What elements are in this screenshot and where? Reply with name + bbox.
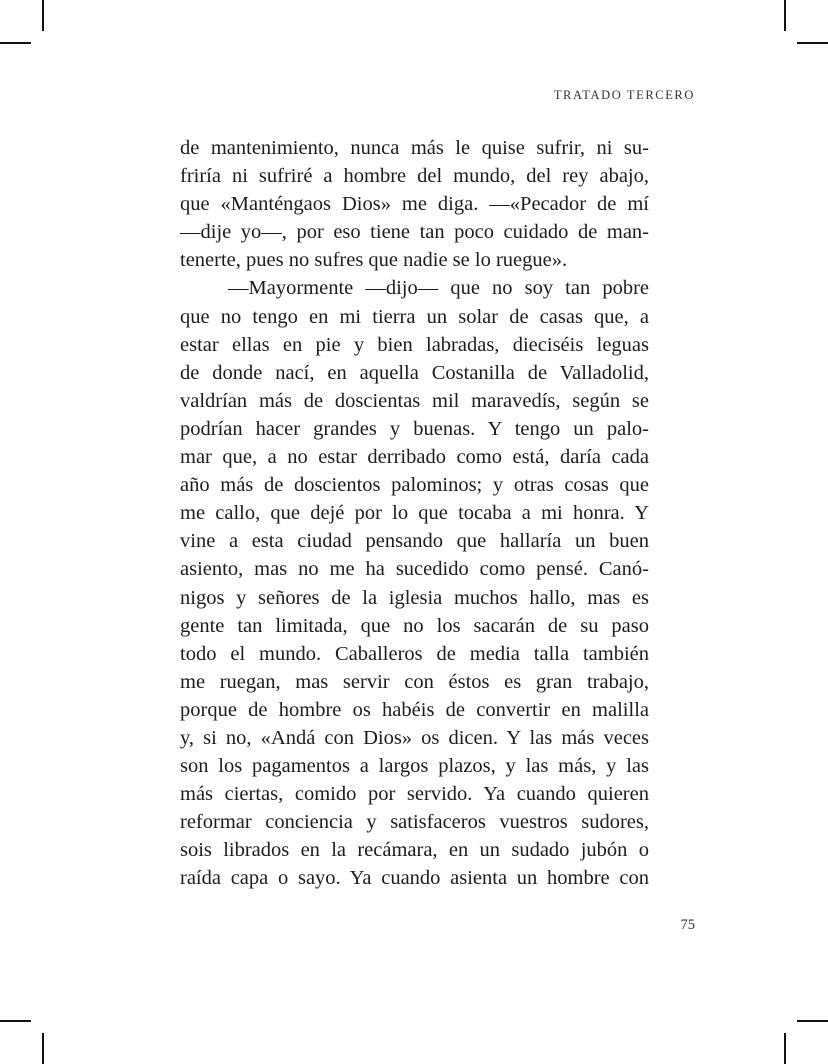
text-line: año más de doscientos palominos; y otras cosas que — [180, 474, 649, 497]
text-line: todo el mundo. Caballeros de media talla también — [180, 642, 649, 665]
text-line: porque de hombre os habéis de convertir en malilla — [180, 698, 649, 721]
text-line: friría ni sufriré a hombre del mundo, del rey abajo, — [180, 165, 649, 188]
crop-mark-top-right-vertical — [784, 0, 786, 31]
crop-mark-bottom-left-vertical — [42, 1033, 44, 1064]
crop-mark-bottom-right-vertical — [784, 1033, 786, 1064]
text-line: gente tan limitada, que no los sacarán de su paso — [180, 614, 649, 637]
text-line: tenerte, pues no sufres que nadie se lo ruegue». — [180, 249, 568, 272]
crop-mark-top-right-horizontal — [797, 42, 828, 44]
text-line: podrían hacer grandes y buenas. Y tengo un palo- — [180, 417, 649, 440]
text-line: nigos y señores de la iglesia muchos hallo, mas es — [180, 586, 649, 609]
text-line: más ciertas, comido por servido. Ya cuando quieren — [180, 783, 649, 806]
text-line: —dije yo—, por eso tiene tan poco cuidado de man- — [180, 221, 649, 244]
paragraph-1 — [180, 134, 649, 274]
paragraph-2 — [180, 274, 649, 892]
text-line: me callo, que dejé por lo que tocaba a mi honra. Y — [180, 502, 649, 525]
text-line: son los pagamentos a largos plazos, y las más, y las — [180, 755, 649, 778]
text-line: sois librados en la recámara, en un sudado jubón o — [180, 839, 649, 862]
text-line: que no tengo en mi tierra un solar de casas que, a — [180, 305, 649, 328]
text-line: de mantenimiento, nunca más le quise sufrir, ni su- — [180, 137, 649, 159]
text-line: estar ellas en pie y bien labradas, dieciséis leguas — [180, 333, 649, 356]
text-line: que «Manténgaos Dios» me diga. —«Pecador de mí — [180, 193, 649, 216]
crop-mark-top-left-vertical — [42, 0, 44, 31]
text-line: valdrían más de doscientas mil maravedís, según se — [180, 389, 649, 412]
text-line: me ruegan, mas servir con éstos es gran trabajo, — [180, 670, 649, 693]
page-number: 75 — [680, 917, 695, 933]
text-line: reformar conciencia y satisfaceros vuestros sudores, — [180, 811, 649, 834]
text-line: de donde nací, en aquella Costanilla de Valladolid, — [180, 361, 649, 384]
text-line: —Mayormente —dijo— que no soy tan pobre — [228, 277, 649, 300]
running-head: TRATADO TERCERO — [553, 88, 695, 102]
text-line: raída capa o sayo. Ya cuando asienta un hombre con — [180, 867, 649, 890]
body-text — [180, 134, 649, 893]
text-line: asiento, mas no me ha sucedido como pensé. Canó- — [180, 558, 649, 581]
text-line: mar que, a no estar derribado como está, daría cada — [180, 446, 649, 469]
text-line: y, si no, «Andá con Dios» os dicen. Y las más veces — [180, 726, 649, 749]
crop-mark-bottom-right-horizontal — [797, 1020, 828, 1022]
crop-mark-bottom-left-horizontal — [0, 1020, 31, 1022]
text-line: vine a esta ciudad pensando que hallaría un buen — [180, 530, 649, 553]
crop-mark-top-left-horizontal — [0, 42, 31, 44]
